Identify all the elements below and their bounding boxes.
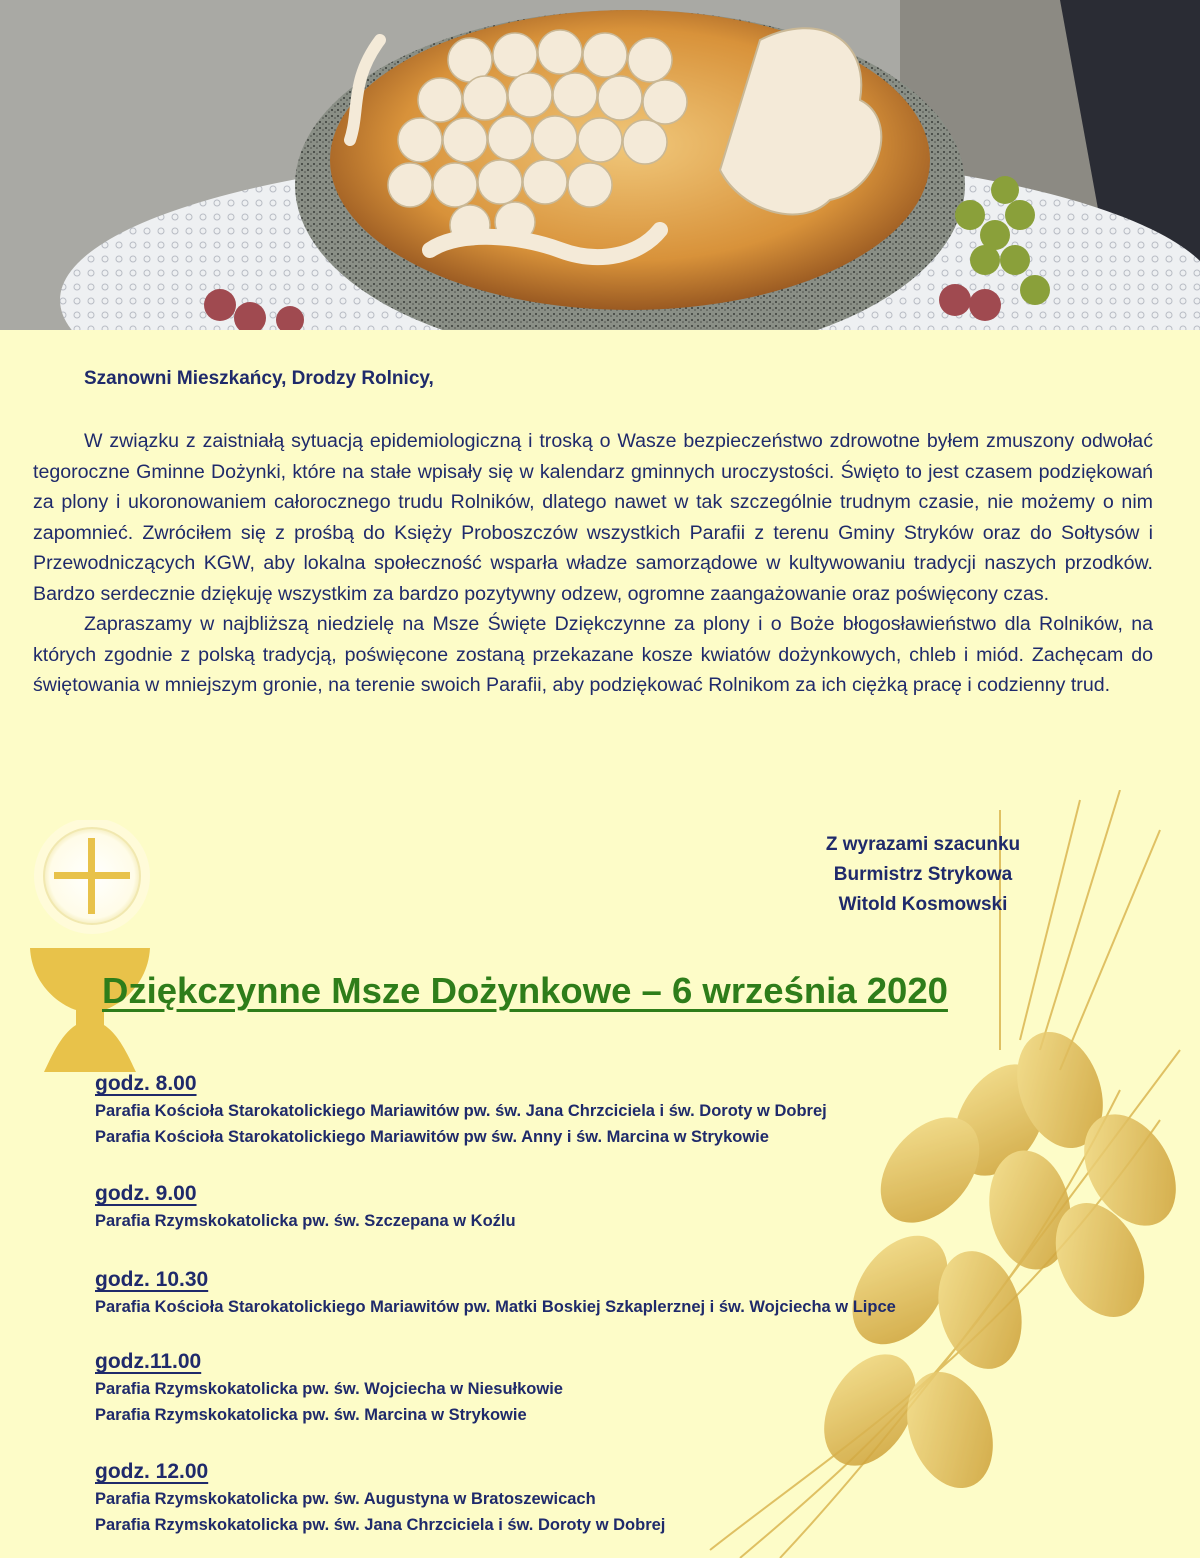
chalice-icon [20, 820, 160, 1080]
letter-content [0, 330, 1200, 1558]
letter-paragraph: Zapraszamy w najbliższą niedzielę na Msze Święte Dziękczynne za plony i o Boże błogosławieństwo dla Rolników, na których zgodnie z polską tradycją, poświęcone zostaną przekazane kosze kwiatów dożynkowych, chleb i miód. Zachęcam do świętowania w mniejszym gronie, na terenie swoich Parafii, aby podziękować Rolnikom za ich ciężką pracę i codzienny trud. [33, 613, 1153, 696]
parish-name: Parafia Rzymskokatolicka pw. św. Jana Chrzciciela i św. Doroty w Dobrej [95, 1516, 666, 1534]
parish-name: Parafia Rzymskokatolicka pw. św. Szczepana w Koźlu [95, 1212, 516, 1230]
parish-name: Parafia Kościoła Starokatolickiego Mariawitów pw św. Anny i św. Marcina w Strykowie [95, 1128, 769, 1146]
mass-entry [95, 1070, 827, 1150]
parish-name: Parafia Rzymskokatolicka pw. św. Augustyna w Bratoszewicach [95, 1490, 596, 1508]
mass-time: godz. 12.00 [95, 1460, 209, 1483]
mass-entry [95, 1458, 665, 1538]
parish-name: Parafia Kościoła Starokatolickiego Mariawitów pw. św. Jana Chrzciciela i św. Doroty w Dobrej [95, 1102, 827, 1120]
schedule-heading: Dziękczynne Msze Dożynkowe – 6 września 2020 [102, 970, 948, 1011]
parish-name: Parafia Kościoła Starokatolickiego Mariawitów pw. Matki Boskiej Szkaplerznej i św. Wojciecha w Lipce [95, 1298, 896, 1316]
signature [770, 830, 1076, 920]
greeting: Szanowni Mieszkańcy, Drodzy Rolnicy, [84, 368, 434, 389]
mass-time: godz.11.00 [95, 1350, 202, 1373]
mass-time: godz. 9.00 [95, 1182, 197, 1205]
mass-time: godz. 8.00 [95, 1072, 197, 1095]
letter-paragraph: W związku z zaistniałą sytuacją epidemiologiczną i troską o Wasze bezpieczeństwo zdrowotne byłem zmuszony odwołać tegoroczne Gminne Dożynki, które na stałe wpisały się w kalendarz gminnych uroczystości. Święto to jest czasem podziękowań za plony i ukoronowaniem całorocznego trudu Rolników, dlatego nawet w tak szczególnie trudnym czasie, nie możemy o nim zapomnieć. Zwróciłem się z prośbą do Księży Proboszczów wszystkich Parafii z terenu Gminy Stryków oraz do Sołtysów i Przewodniczących KGW, aby lokalna społeczność wsparła władze samorządowe w kultywowaniu tradycji naszych przodków. Bardzo serdecznie dziękuję wszystkim za bardzo pozytywny odzew, ogromne zaangażowanie oraz poświęcony czas. [33, 430, 1153, 605]
signature-title: Burmistrz Strykowa [833, 864, 1013, 885]
letter-body [33, 426, 1153, 701]
mass-time: godz. 10.30 [95, 1268, 209, 1291]
signature-name: Witold Kosmowski [838, 894, 1008, 915]
mass-entry [95, 1266, 896, 1320]
parish-name: Parafia Rzymskokatolicka pw. św. Wojciecha w Niesułkowie [95, 1380, 563, 1398]
signature-closing: Z wyrazami szacunku [825, 834, 1021, 855]
mass-entry [95, 1180, 516, 1234]
parish-name: Parafia Rzymskokatolicka pw. św. Marcina w Strykowie [95, 1406, 527, 1424]
hero-image [0, 0, 1200, 330]
mass-entry [95, 1348, 563, 1428]
